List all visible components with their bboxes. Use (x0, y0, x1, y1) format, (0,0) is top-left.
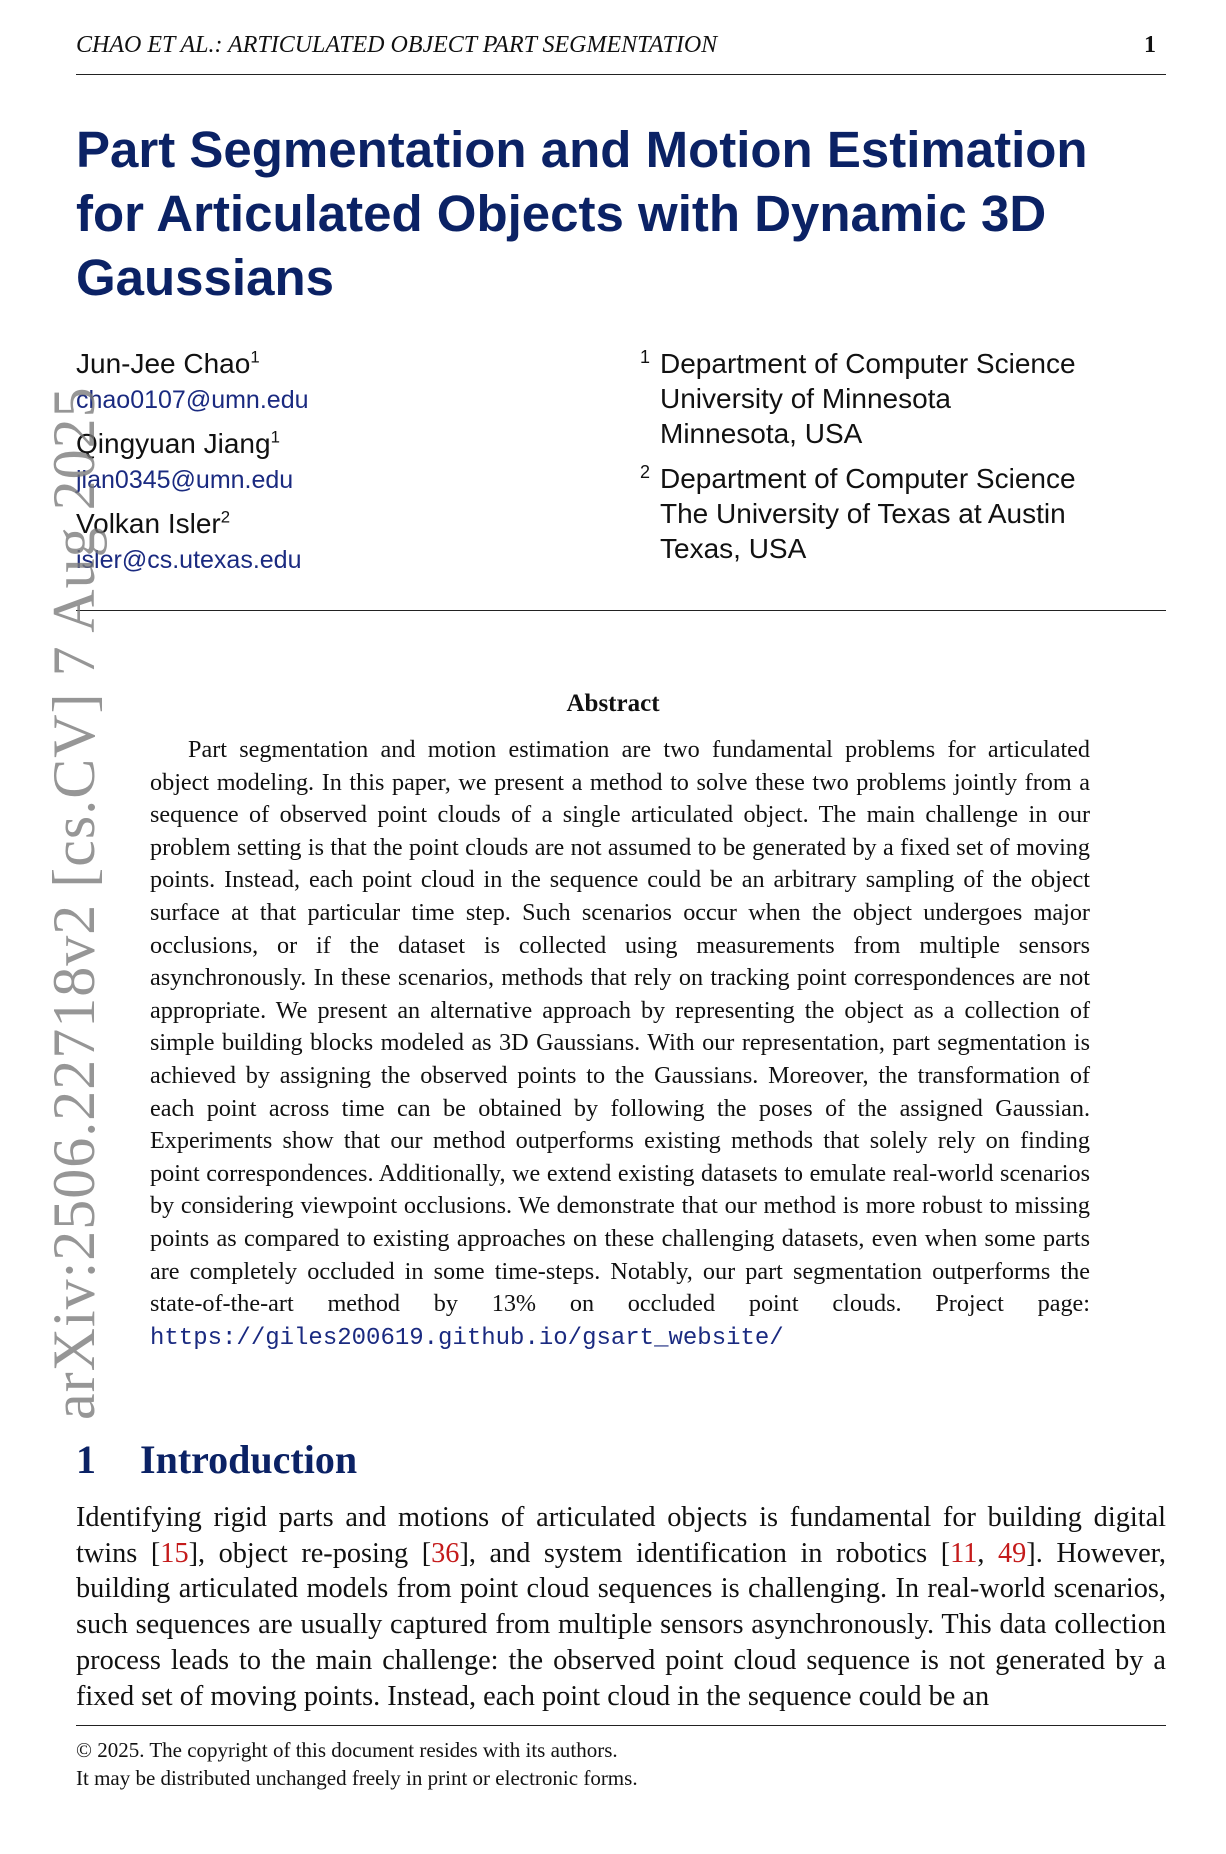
project-page-link[interactable]: https://giles200619.github.io/gsart_website/ (150, 1324, 784, 1352)
title-block-rule (76, 610, 1166, 611)
section-heading (76, 1436, 357, 1483)
author-email-link[interactable]: chao0107@umn.edu (76, 386, 309, 414)
footer-rule (76, 1725, 1166, 1726)
affiliation (640, 346, 1200, 451)
section-number: 1 (76, 1437, 96, 1482)
affiliation-line: Texas, USA (660, 533, 807, 564)
abstract-text: Part segmentation and motion estimation are two fundamental problems for articulated object modeling. In this paper, we present a method to solve these two problems jointly from a sequence of observed point clouds of a single articulated object. The main challenge in our problem setting is that the point clouds are not assumed to be generated by a fixed set of moving points. Instead, each point cloud in the sequence could be an arbitrary sampling of the object surface at that particular time step. Such scenarios occur when the object undergoes major occlusions, or if the dataset is collected using measurements from multiple sensors asynchronously. In these scenarios, methods that rely on tracking point correspondences are not appropriate. We present an alternative approach by representing the object as a collection of simple building blocks modeled as 3D Gaussians. With our representation, part segmentation is achieved by assigning the observed points to the Gaussians. Moreover, the transformation of each point across time can be obtained by following the poses of the assigned Gaussian. Experiments show that our method outperforms existing methods that solely rely on finding point correspondences. Additionally, we extend existing datasets to emulate real-world scenarios by considering viewpoint occlusions. We demonstrate that our method is more robust to missing points as compared to existing approaches on these challenging datasets, even when some parts are completely occluded in some time-steps. Notably, our part segmentation outperforms the state-of-the-art method by 13% on occluded point clouds. Project page: (150, 736, 1090, 1318)
running-head-title: CHAO ET AL.: ARTICULATED OBJECT PART SEGMENTATION (76, 32, 718, 58)
affiliation-line: The University of Texas at Austin (660, 498, 1066, 529)
page-number: 1 (1144, 32, 1156, 58)
author-name: Jun-Jee Chao$^1$ (76, 347, 260, 379)
affiliation-line: Department of Computer Science (660, 463, 1076, 494)
affiliation-list (640, 346, 1200, 576)
citation-link[interactable]: 49 (998, 1537, 1027, 1569)
intro-paragraph: Identifying rigid parts and motions of articulated objects is fundamental for building digital twins [15], object re-posing [36], and system identification in robotics [11, 49]. However, building articulated models from point cloud sequences is challenging. In real-world scenarios, such sequences are usually captured from multiple sensors asynchronously. This data collection process leads to the main challenge: the observed point cloud sequence is not generated by a fixed set of moving points. Instead, each point cloud in the sequence could be an (76, 1502, 1166, 1712)
citation-link[interactable]: 11 (950, 1537, 978, 1569)
paper-title: Part Segmentation and Motion Estimation for Articulated Objects with Dynamic 3D Gaussians (76, 121, 1088, 306)
affiliation-line: Department of Computer Science (660, 348, 1076, 379)
copyright-footer (76, 1736, 638, 1792)
author-email-link[interactable]: isler@cs.utexas.edu (76, 546, 302, 574)
copyright-line: © 2025. The copyright of this document resides with its authors. (76, 1738, 618, 1762)
affiliation-number: 2 (640, 462, 651, 482)
arxiv-identifier-stamp: arXiv:2506.22718v2 [cs.CV] 7 Aug 2025 (41, 386, 107, 1420)
author-name: Qingyuan Jiang$^1$ (76, 427, 280, 459)
abstract-body (150, 734, 1090, 1355)
citation-link[interactable]: 15 (160, 1537, 189, 1569)
abstract-heading: Abstract (566, 690, 660, 717)
section-title: Introduction (140, 1437, 358, 1482)
author-email-link[interactable]: jian0345@umn.edu (76, 466, 294, 494)
affiliation (640, 461, 1200, 566)
header-rule (76, 74, 1166, 75)
citation-link[interactable]: 36 (431, 1537, 460, 1569)
running-head (76, 32, 1166, 66)
affiliation-line: University of Minnesota (660, 383, 952, 414)
author-name: Volkan Isler$^2$ (76, 507, 231, 539)
affiliation-number: 1 (640, 347, 651, 367)
affiliation-line: Minnesota, USA (660, 418, 863, 449)
distribution-line: It may be distributed unchanged freely in print or electronic forms. (76, 1766, 638, 1790)
author-list (76, 346, 636, 586)
